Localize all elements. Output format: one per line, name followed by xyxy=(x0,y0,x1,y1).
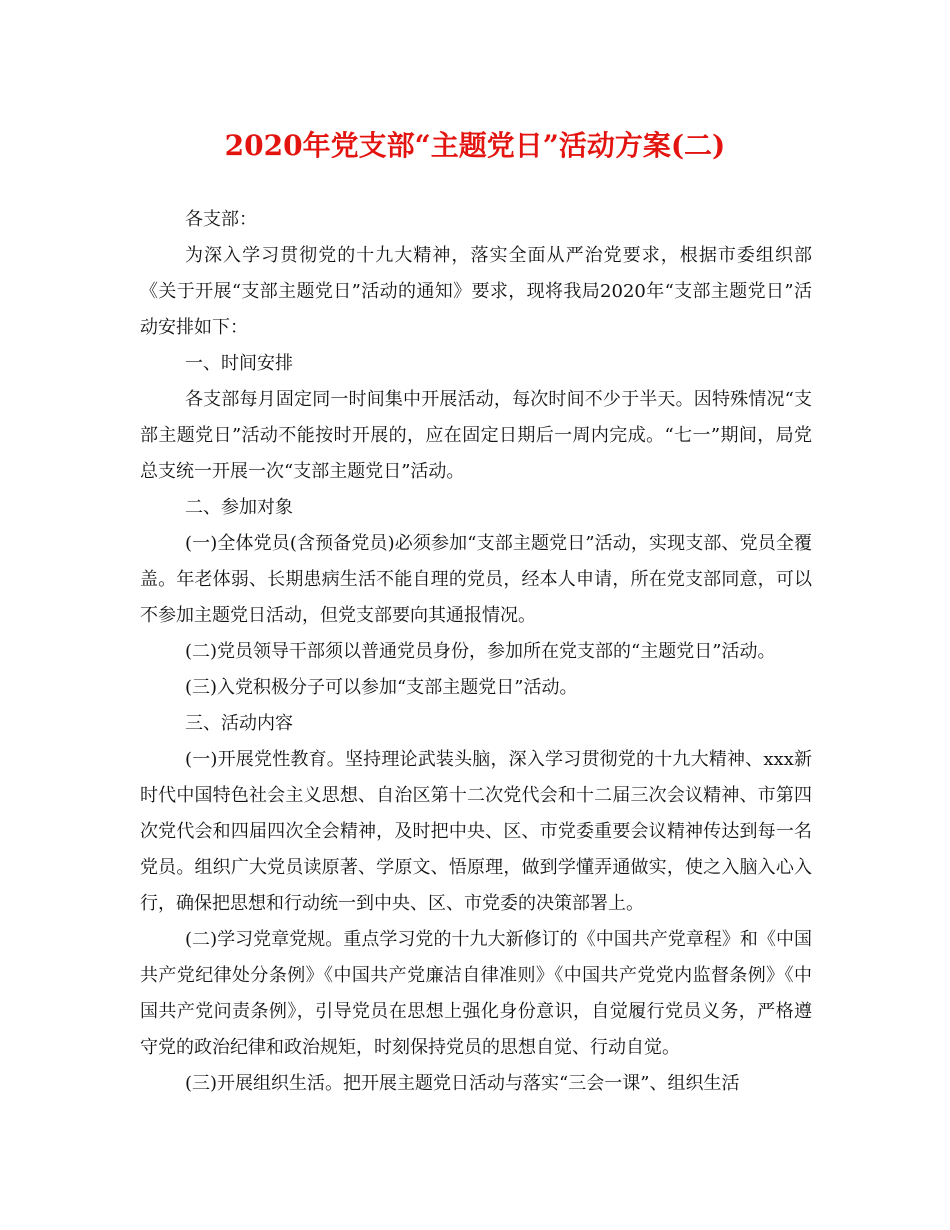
section-heading-content: 三、活动内容 xyxy=(185,713,293,734)
salutation: 各支部： xyxy=(185,209,257,230)
participants-paragraph-1: (一)全体党员(含预备党员)必须参加“支部主题党日”活动，实现支部、党员全覆盖。年老体弱、长期患病生活不能自理的党员，经本人申请，所在党支部同意，可以不参加主题党日活动，但党支部要向其通报情况。 xyxy=(140,533,812,626)
document-title: 2020年党支部“主题党日”活动方案(二) xyxy=(224,129,726,162)
content-paragraph-3: (三)开展组织生活。把开展主题党日活动与落实“三会一课”、组织生活 xyxy=(185,1073,740,1094)
time-paragraph: 各支部每月固定同一时间集中开展活动，每次时间不少于半天。因特殊情况“支部主题党日”活动不能按时开展的，应在固定日期后一周内完成。“七一”期间，局党总支统一开展一次“支部主题党日”活动。 xyxy=(140,389,812,482)
participants-paragraph-3: (三)入党积极分子可以参加“支部主题党日”活动。 xyxy=(185,677,578,698)
section-heading-participants: 二、参加对象 xyxy=(185,497,293,518)
section-heading-time: 一、时间安排 xyxy=(185,353,293,374)
document-body xyxy=(140,202,812,1102)
content-paragraph-2: (二)学习党章党规。重点学习党的十九大新修订的《中国共产党章程》和《中国共产党纪律处分条例》《中国共产党廉洁自律准则》《中国共产党党内监督条例》《中国共产党问责条例》，引导党员在思想上强化身份意识，自觉履行党员义务，严格遵守党的政治纪律和政治规矩，时刻保持党员的思想自觉、行动自觉。 xyxy=(140,929,812,1058)
participants-paragraph-2: (二)党员领导干部须以普通党员身份，参加所在党支部的“主题党日”活动。 xyxy=(185,641,776,662)
intro-paragraph: 为深入学习贯彻党的十九大精神，落实全面从严治党要求，根据市委组织部《关于开展“支部主题党日”活动的通知》要求，现将我局2020年“支部主题党日”活动安排如下： xyxy=(140,245,812,338)
content-paragraph-1: (一)开展党性教育。坚持理论武装头脑，深入学习贯彻党的十九大精神、xxx新时代中国特色社会主义思想、自治区第十二次党代会和十二届三次会议精神、市第四次党代会和四届四次全会精神，及时把中央、区、市党委重要会议精神传达到每一名党员。组织广大党员读原著、学原文、悟原理，做到学懂弄通做实，使之入脑入心入行，确保把思想和行动统一到中央、区、市党委的决策部署上。 xyxy=(140,749,812,914)
